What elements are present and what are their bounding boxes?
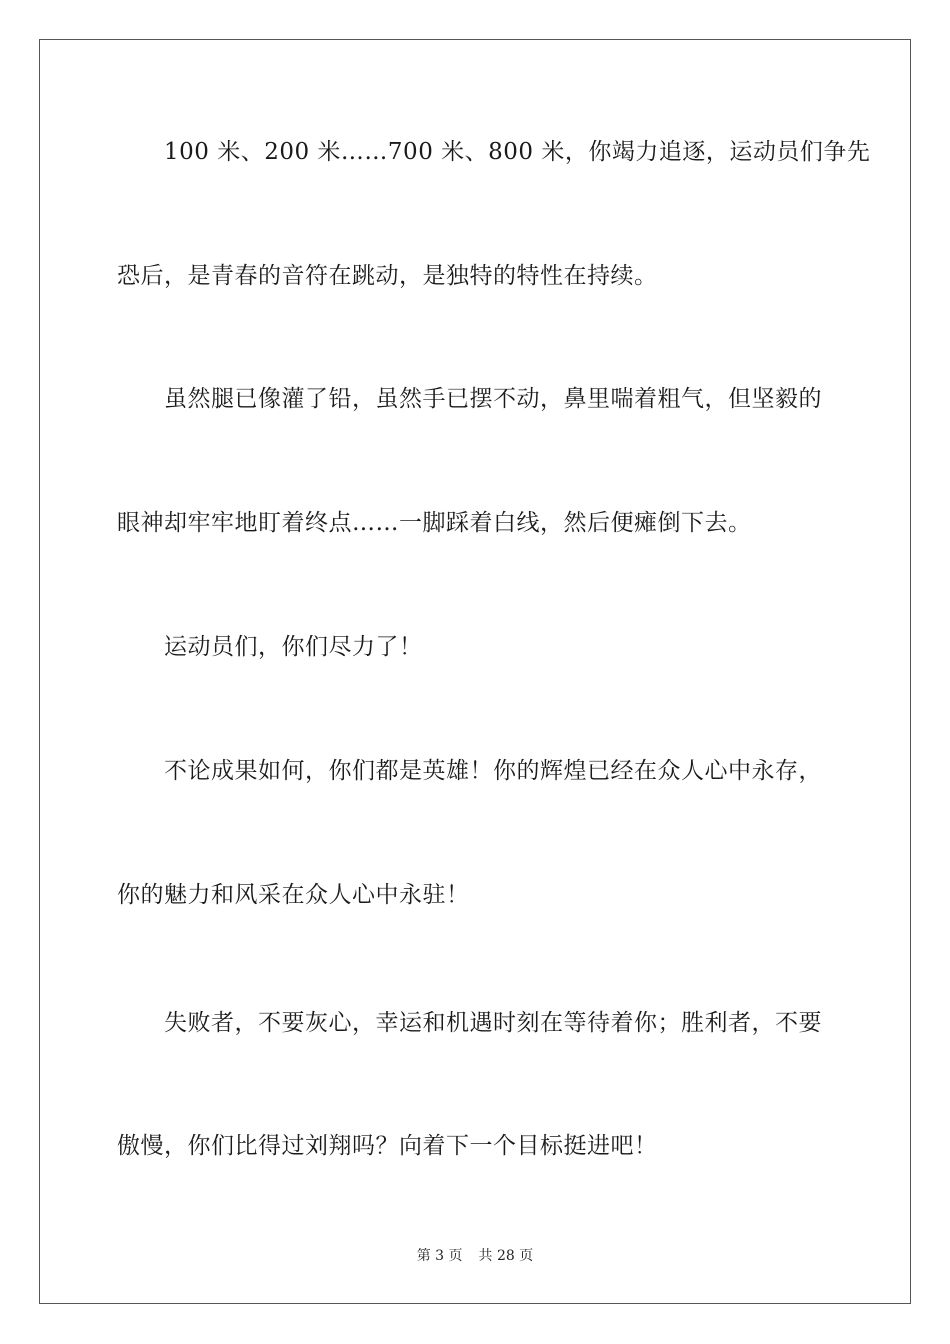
page-total: 共 28 页 xyxy=(478,1248,534,1264)
paragraph-4-line-1: 不论成果如何，你们都是英雄！你的辉煌已经在众人心中永存， xyxy=(164,758,822,784)
page-border xyxy=(39,39,911,1304)
paragraph-1-line-2: 恐后，是青春的音符在跳动，是独特的特性在持续。 xyxy=(117,263,658,289)
paragraph-3-line-1: 运动员们，你们尽力了！ xyxy=(164,634,423,660)
paragraph-5-line-2: 傲慢，你们比得过刘翔吗？向着下一个目标挺进吧！ xyxy=(117,1133,658,1159)
paragraph-1-line-1: 100 米、200 米……700 米、800 米，你竭力追逐，运动员们争先 xyxy=(164,139,871,165)
paragraph-2-line-2: 眼神却牢牢地盯着终点……一脚踩着白线，然后便瘫倒下去。 xyxy=(117,510,752,536)
paragraph-2-line-1: 虽然腿已像灌了铅，虽然手已摆不动，鼻里喘着粗气，但坚毅的 xyxy=(164,386,822,412)
paragraph-5-line-1: 失败者，不要灰心，幸运和机遇时刻在等待着你；胜利者，不要 xyxy=(164,1010,822,1036)
page-number: 第 3 页 xyxy=(416,1248,463,1264)
paragraph-4-line-2: 你的魅力和风采在众人心中永驻！ xyxy=(117,882,470,908)
page-footer xyxy=(0,1246,950,1266)
